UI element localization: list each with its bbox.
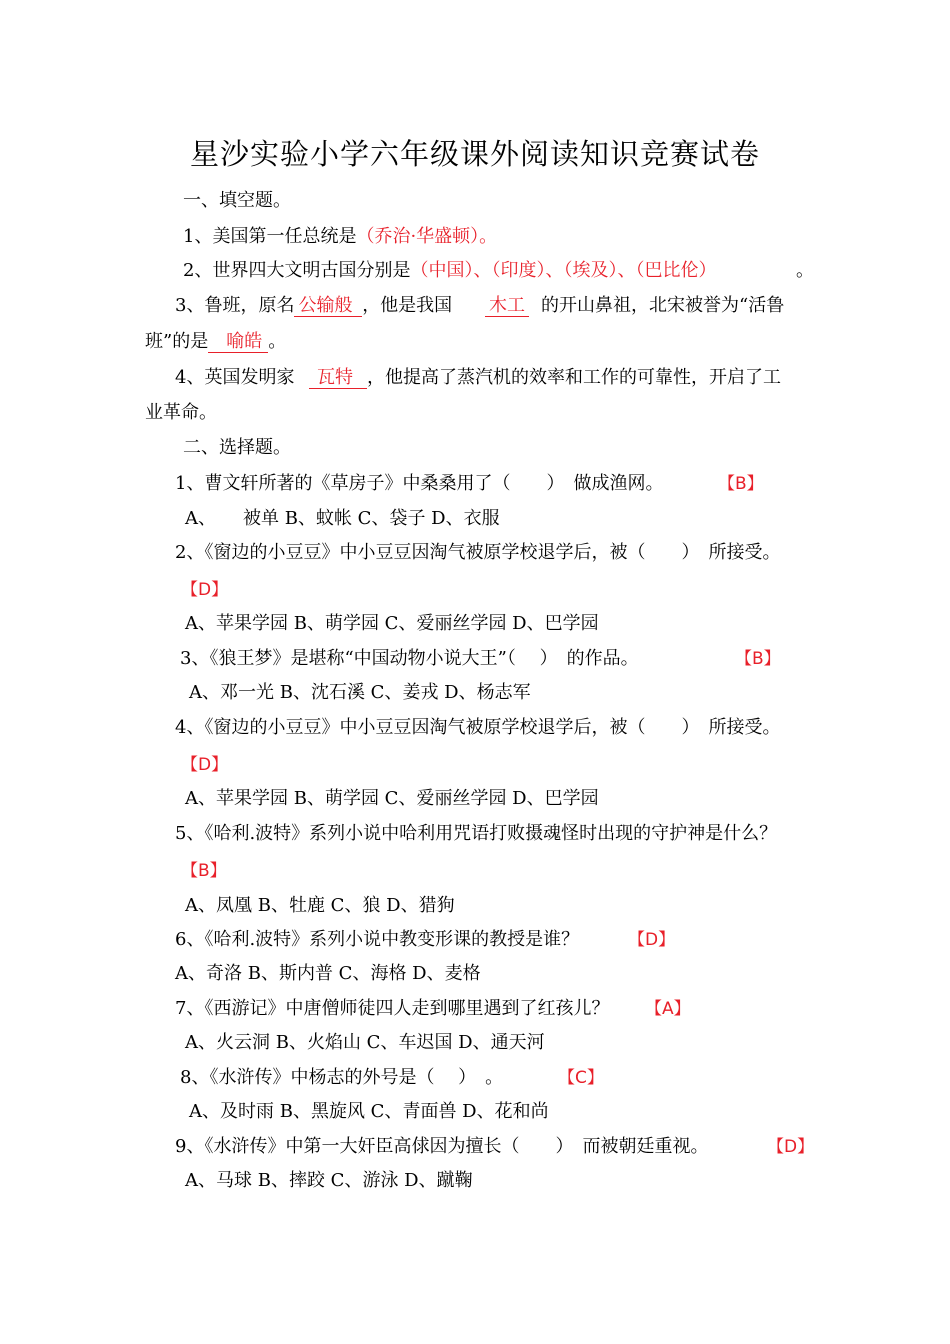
choice-options-3: A、邓一光 B、沈石溪 C、姜戎 D、杨志军 [189, 682, 531, 703]
choice-answer-7: 【A】 [645, 999, 691, 1019]
choice-answer-5: 【B】 [181, 861, 227, 881]
section1-heading: 一、填空题。 [183, 190, 291, 211]
choice-options-4: A、苹果学园 B、萌学园 C、爱丽丝学园 D、巴学园 [185, 788, 599, 809]
fill-q4-answer: 瓦特 [309, 367, 367, 389]
choice-question-3: 3、《狼王梦》是堪称“中国动物小说大王”（ ） 的作品。 [180, 648, 639, 669]
fill-question-2 [183, 259, 716, 283]
fill-question-4-line1 [175, 366, 294, 390]
fill-question-3-line1 [175, 294, 452, 318]
choice-question-1: 1、曹文轩所著的《草房子》中桑桑用了（ ） 做成渔网。 [175, 473, 664, 494]
choice-answer-1: 【B】 [718, 474, 764, 494]
fill-q3-answer-2-wrap [485, 294, 529, 318]
fill-q3-answer-1: 公输般 [294, 295, 362, 317]
choice-options-5: A、凤凰 B、牡鹿 C、狼 D、猎狗 [185, 895, 455, 916]
choice-options-2: A、苹果学园 B、萌学园 C、爱丽丝学园 D、巴学园 [185, 613, 599, 634]
choice-question-8: 8、《水浒传》中杨志的外号是（ ） 。 [180, 1067, 504, 1088]
choice-answer-3: 【B】 [735, 649, 781, 669]
fill-q3-part-e: 。 [268, 331, 287, 352]
choice-question-2: 2、《窗边的小豆豆》中小豆豆因淘气被原学校退学后，被（ ） 所接受。 [175, 542, 781, 563]
fill-q2-end: 。 [796, 260, 814, 281]
choice-answer-8: 【C】 [558, 1068, 604, 1088]
fill-q3-part-b: ，他是我国 [362, 295, 453, 316]
choice-answer-9: 【D】 [767, 1137, 815, 1157]
choice-answer-4: 【D】 [181, 755, 229, 775]
choice-options-9: A、马球 B、摔跤 C、游泳 D、蹴鞠 [185, 1170, 473, 1191]
fill-q2-text: 2、世界四大文明古国分别是 [183, 260, 411, 281]
fill-q1-answer: （乔治·华盛顿）。 [356, 226, 498, 247]
fill-q3-part-d: 班”的是 [145, 331, 209, 352]
fill-q3-part-a: 3、鲁班，原名 [175, 295, 295, 316]
fill-q4-part-c: 业革命。 [145, 402, 217, 423]
choice-answer-6: 【D】 [628, 930, 676, 950]
fill-q4-answer-wrap [309, 366, 781, 390]
choice-question-9: 9、《水浒传》中第一大奸臣高俅因为擅长（ ） 而被朝廷重视。 [175, 1136, 709, 1157]
fill-question-3-line2 [145, 330, 286, 354]
choice-question-4: 4、《窗边的小豆豆》中小豆豆因淘气被原学校退学后，被（ ） 所接受。 [175, 717, 781, 738]
fill-q1-text: 1、美国第一任总统是 [183, 226, 357, 247]
section2-heading: 二、选择题。 [183, 437, 291, 458]
fill-q4-part-b: ，他提高了蒸汽机的效率和工作的可靠性，开启了工 [367, 367, 781, 388]
fill-q4-part-a: 4、英国发明家 [175, 367, 295, 388]
choice-question-6: 6、《哈利.波特》系列小说中教变形课的教授是谁？ [175, 929, 580, 950]
choice-options-8: A、及时雨 B、黑旋风 C、青面兽 D、花和尚 [189, 1101, 549, 1122]
fill-question-1 [183, 225, 497, 249]
choice-options-7: A、火云洞 B、火焰山 C、车迟国 D、通天河 [185, 1032, 545, 1053]
page-title: 星沙实验小学六年级课外阅读知识竞赛试卷 [189, 137, 760, 171]
choice-question-7: 7、《西游记》中唐僧师徒四人走到哪里遇到了红孩儿？ [175, 998, 610, 1019]
fill-q2-answer: （中国）、（印度）、（埃及）、（巴比伦） [410, 260, 717, 281]
fill-q3-answer-2: 木工 [485, 295, 529, 317]
fill-q3-part-c: 的开山鼻祖，北宋被誉为“活鲁 [541, 295, 785, 316]
fill-q3-answer-3: 喻皓 [208, 331, 268, 353]
choice-options-6: A、奇洛 B、斯内普 C、海格 D、麦格 [175, 963, 481, 984]
choice-options-1: A、 被单 B、蚊帐 C、袋子 D、衣服 [185, 508, 500, 529]
choice-answer-2: 【D】 [181, 580, 229, 600]
choice-question-5: 5、《哈利.波特》系列小说中哈利用咒语打败摄魂怪时出现的守护神是什么？ [175, 823, 778, 844]
